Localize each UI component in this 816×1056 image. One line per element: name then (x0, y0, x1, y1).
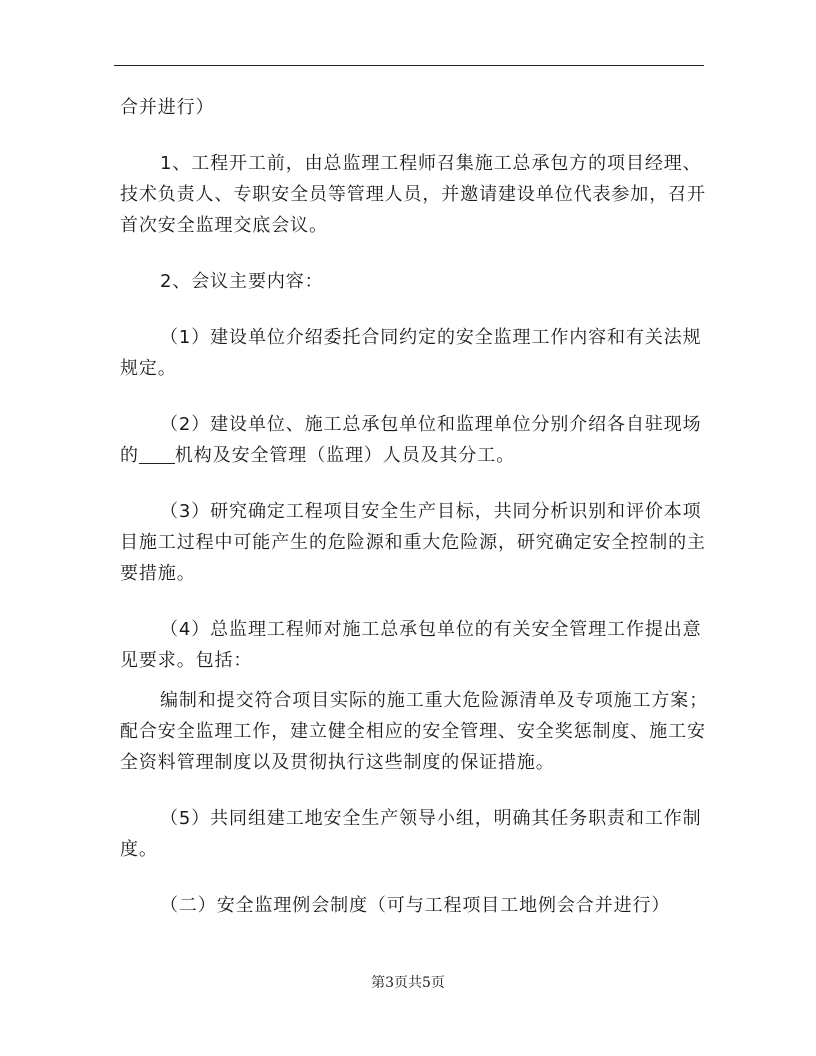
paragraph-item-2: 2、会议主要内容： (160, 271, 324, 292)
document-body (120, 92, 710, 946)
paragraph-subitem-2-after: 机构及安全管理（监理）人员及其分工。 (174, 445, 516, 466)
section-heading: （二）安全监理例会制度（可与工程项目工地例会合并进行） (160, 895, 671, 916)
header-rule (114, 65, 704, 66)
paragraph-subitem-5: （5）共同组建工地安全生产领导小组，明确其任务职责和工作制度。 (120, 808, 702, 860)
paragraph-requirements: 编制和提交符合项目实际的施工重大危险源清单及专项施工方案；配合安全监理工作，建立健全相应的安全管理、安全奖惩制度、施工安全资料管理制度以及贯彻执行这些制度的保证措施。 (120, 690, 709, 773)
page-number: 第3页共5页 (371, 975, 445, 991)
paragraph-subitem-2-before: （2）建设单位、施工总承包单位和监理单位分别介绍各自驻现场的 (120, 414, 702, 466)
paragraph-subitem-4: （4）总监理工程师对施工总承包单位的有关安全管理工作提出意见要求。包括： (120, 619, 702, 671)
paragraph-item-1: 1、工程开工前，由总监理工程师召集施工总承包方的项目经理、技术负责人、专职安全员等管理人员，并邀请建设单位代表参加，召开首次安全监理交底会议。 (120, 153, 706, 236)
paragraph-subitem-3: （3）研究确定工程项目安全生产目标，共同分析识别和评价本项目施工过程中可能产生的危险源和重大危险源，研究确定安全控制的主要措施。 (120, 501, 706, 584)
paragraph-continuation: 合并进行） (120, 97, 215, 118)
fill-in-blank (139, 445, 175, 464)
paragraph-subitem-2 (120, 409, 710, 471)
paragraph-subitem-1: （1）建设单位介绍委托合同约定的安全监理工作内容和有关法规规定。 (120, 327, 702, 379)
